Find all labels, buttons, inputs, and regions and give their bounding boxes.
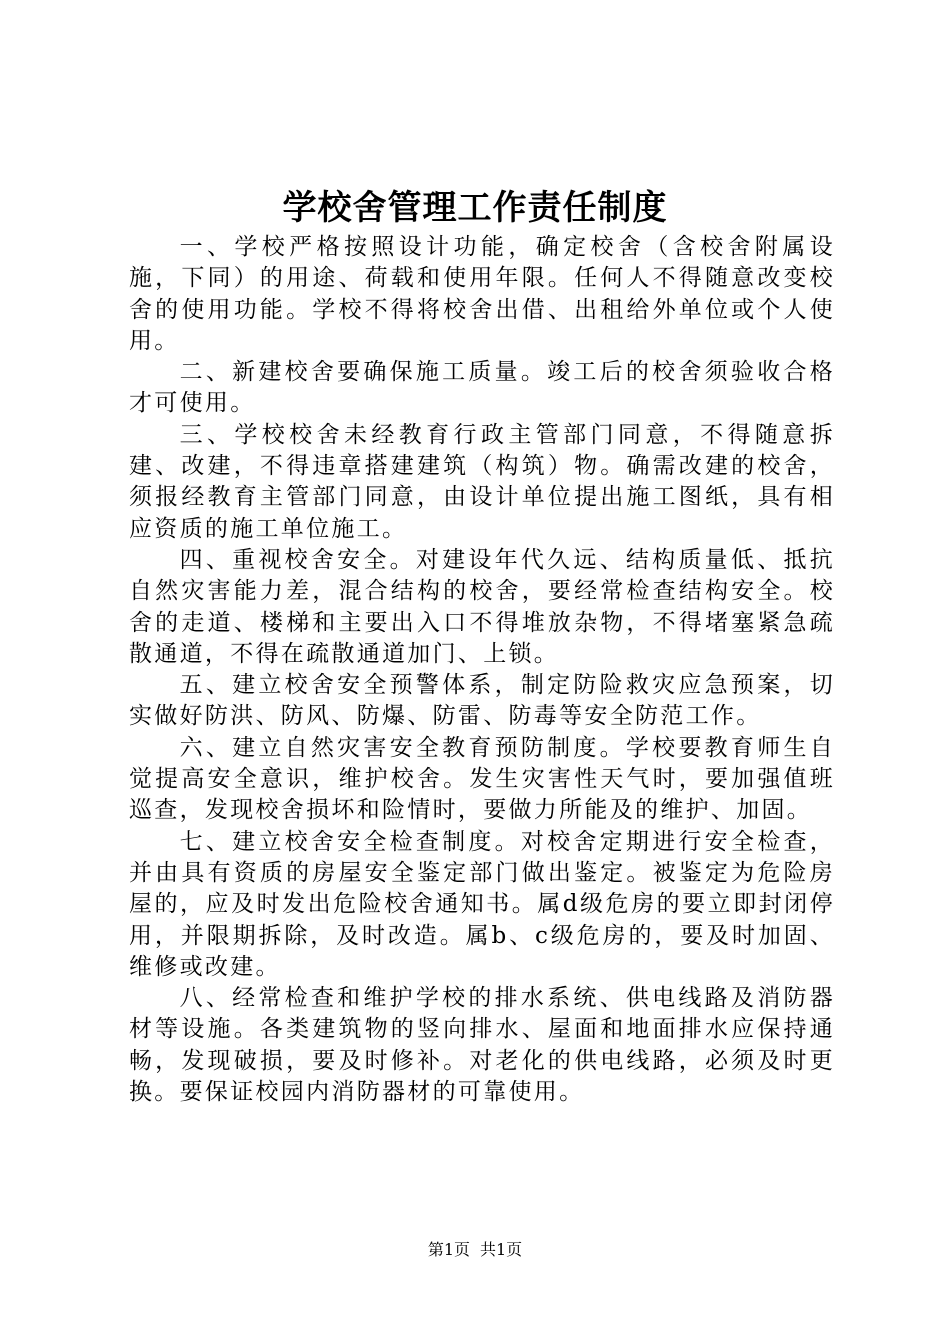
document-body	[129, 232, 835, 1108]
page-total: 共1页	[480, 1240, 523, 1259]
paragraph-2: 二、新建校舍要确保施工质量。竣工后的校舍须验收合格才可使用。	[129, 359, 835, 417]
document-title: 学校舍管理工作责任制度	[282, 188, 668, 228]
page-footer	[0, 1238, 950, 1262]
paragraph-8: 八、经常检查和维护学校的排水系统、供电线路及消防器材等设施。各类建筑物的竖向排水、屋面和地面排水应保持通畅，发现破损，要及时修补。对老化的供电线路，必须及时更换。要保证校园内消防器材的可靠使用。	[129, 985, 835, 1106]
paragraph-4: 四、重视校舍安全。对建设年代久远、结构质量低、抵抗自然灾害能力差，混合结构的校舍，要经常检查结构安全。校舍的走道、楼梯和主要出入口不得堆放杂物，不得堵塞紧急疏散通道，不得在疏散通道加门、上锁。	[129, 546, 835, 667]
paragraph-3: 三、学校校舍未经教育行政主管部门同意，不得随意拆建、改建，不得违章搭建建筑（构筑）物。确需改建的校舍，须报经教育主管部门同意，由设计单位提出施工图纸，具有相应资质的施工单位施工。	[129, 421, 835, 542]
paragraph-5: 五、建立校舍安全预警体系，制定防险救灾应急预案，切实做好防洪、防风、防爆、防雷、防毒等安全防范工作。	[129, 672, 835, 730]
paragraph-7: 七、建立校舍安全检查制度。对校舍定期进行安全检查，并由具有资质的房屋安全鉴定部门做出鉴定。被鉴定为危险房屋的，应及时发出危险校舍通知书。属d级危房的要立即封闭停用，并限期拆除，及时改造。属b、c级危房的，要及时加固、维修或改建。	[129, 828, 835, 980]
paragraph-6: 六、建立自然灾害安全教育预防制度。学校要教育师生自觉提高安全意识，维护校舍。发生灾害性天气时，要加强值班巡查，发现校舍损坏和险情时，要做力所能及的维护、加固。	[129, 734, 835, 824]
paragraph-1: 一、学校严格按照设计功能，确定校舍（含校舍附属设施，下同）的用途、荷载和使用年限。任何人不得随意改变校舍的使用功能。学校不得将校舍出借、出租给外单位或个人使用。	[129, 234, 835, 354]
page-number: 第1页	[427, 1240, 470, 1259]
